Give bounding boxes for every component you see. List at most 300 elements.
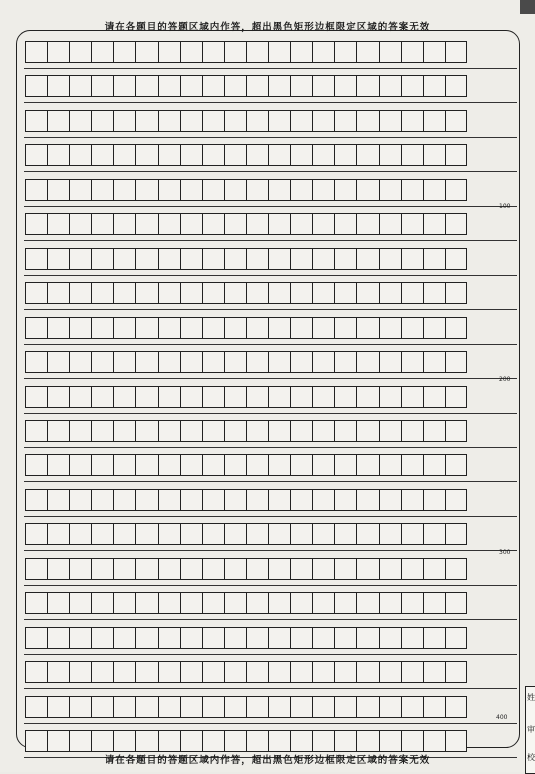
grid-cell[interactable] <box>135 75 157 97</box>
grid-cell[interactable] <box>135 41 157 63</box>
grid-cell[interactable] <box>47 730 69 752</box>
grid-cell[interactable] <box>158 592 180 614</box>
grid-cell[interactable] <box>334 110 356 132</box>
grid-cell[interactable] <box>224 489 246 511</box>
grid-cell[interactable] <box>268 592 290 614</box>
grid-cell[interactable] <box>135 661 157 683</box>
grid-cell[interactable] <box>91 144 113 166</box>
grid-cell[interactable] <box>423 41 445 63</box>
grid-cell[interactable] <box>224 41 246 63</box>
grid-cell[interactable] <box>135 592 157 614</box>
grid-cell[interactable] <box>135 213 157 235</box>
grid-cell[interactable] <box>246 523 268 545</box>
grid-cell[interactable] <box>25 282 47 304</box>
grid-cell[interactable] <box>158 75 180 97</box>
grid-cell[interactable] <box>158 213 180 235</box>
grid-cell[interactable] <box>180 179 202 201</box>
grid-cell[interactable] <box>246 179 268 201</box>
grid-cell[interactable] <box>25 661 47 683</box>
grid-cell[interactable] <box>47 282 69 304</box>
grid-cell[interactable] <box>268 558 290 580</box>
grid-cell[interactable] <box>379 317 401 339</box>
grid-cell[interactable] <box>334 627 356 649</box>
grid-cell[interactable] <box>202 558 224 580</box>
grid-cell[interactable] <box>47 592 69 614</box>
grid-cell[interactable] <box>113 730 135 752</box>
grid-cell[interactable] <box>268 248 290 270</box>
grid-cell[interactable] <box>356 386 378 408</box>
grid-cell[interactable] <box>91 110 113 132</box>
grid-cell[interactable] <box>69 523 91 545</box>
grid-cell[interactable] <box>379 248 401 270</box>
grid-cell[interactable] <box>224 386 246 408</box>
grid-cell[interactable] <box>334 454 356 476</box>
grid-cell[interactable] <box>290 110 312 132</box>
grid-cell[interactable] <box>135 179 157 201</box>
grid-cell[interactable] <box>47 420 69 442</box>
grid-cell[interactable] <box>47 110 69 132</box>
grid-cell[interactable] <box>334 592 356 614</box>
grid-cell[interactable] <box>312 351 334 373</box>
grid-cell[interactable] <box>47 317 69 339</box>
grid-cell[interactable] <box>224 523 246 545</box>
grid-cell[interactable] <box>312 523 334 545</box>
grid-cell[interactable] <box>379 454 401 476</box>
grid-cell[interactable] <box>224 213 246 235</box>
grid-cell[interactable] <box>268 661 290 683</box>
grid-cell[interactable] <box>158 317 180 339</box>
grid-cell[interactable] <box>423 144 445 166</box>
grid-cell[interactable] <box>445 558 467 580</box>
grid-cell[interactable] <box>401 454 423 476</box>
grid-cell[interactable] <box>47 41 69 63</box>
grid-cell[interactable] <box>445 41 467 63</box>
grid-cell[interactable] <box>445 730 467 752</box>
grid-cell[interactable] <box>202 179 224 201</box>
grid-cell[interactable] <box>25 523 47 545</box>
grid-cell[interactable] <box>135 454 157 476</box>
grid-cell[interactable] <box>113 523 135 545</box>
grid-cell[interactable] <box>356 730 378 752</box>
grid-cell[interactable] <box>246 592 268 614</box>
grid-cell[interactable] <box>180 351 202 373</box>
grid-cell[interactable] <box>268 696 290 718</box>
grid-cell[interactable] <box>113 282 135 304</box>
grid-cell[interactable] <box>158 696 180 718</box>
grid-cell[interactable] <box>158 730 180 752</box>
grid-cell[interactable] <box>445 317 467 339</box>
grid-cell[interactable] <box>401 75 423 97</box>
grid-cell[interactable] <box>180 661 202 683</box>
grid-cell[interactable] <box>69 558 91 580</box>
grid-cell[interactable] <box>202 248 224 270</box>
grid-cell[interactable] <box>180 730 202 752</box>
grid-cell[interactable] <box>47 248 69 270</box>
grid-cell[interactable] <box>401 558 423 580</box>
grid-cell[interactable] <box>158 558 180 580</box>
grid-cell[interactable] <box>135 351 157 373</box>
grid-cell[interactable] <box>25 558 47 580</box>
grid-cell[interactable] <box>135 558 157 580</box>
grid-cell[interactable] <box>445 248 467 270</box>
grid-cell[interactable] <box>290 454 312 476</box>
grid-cell[interactable] <box>246 144 268 166</box>
grid-cell[interactable] <box>47 627 69 649</box>
grid-cell[interactable] <box>423 592 445 614</box>
grid-cell[interactable] <box>246 627 268 649</box>
grid-cell[interactable] <box>91 248 113 270</box>
grid-cell[interactable] <box>113 110 135 132</box>
grid-cell[interactable] <box>268 351 290 373</box>
grid-cell[interactable] <box>47 179 69 201</box>
grid-cell[interactable] <box>445 110 467 132</box>
grid-cell[interactable] <box>290 144 312 166</box>
grid-cell[interactable] <box>25 110 47 132</box>
grid-cell[interactable] <box>224 75 246 97</box>
grid-cell[interactable] <box>224 627 246 649</box>
grid-cell[interactable] <box>25 489 47 511</box>
grid-cell[interactable] <box>69 179 91 201</box>
grid-cell[interactable] <box>224 179 246 201</box>
grid-cell[interactable] <box>25 627 47 649</box>
grid-cell[interactable] <box>401 386 423 408</box>
grid-cell[interactable] <box>401 730 423 752</box>
grid-cell[interactable] <box>379 627 401 649</box>
grid-cell[interactable] <box>158 144 180 166</box>
grid-cell[interactable] <box>246 420 268 442</box>
grid-cell[interactable] <box>113 627 135 649</box>
grid-cell[interactable] <box>202 592 224 614</box>
grid-cell[interactable] <box>113 213 135 235</box>
grid-cell[interactable] <box>401 420 423 442</box>
grid-cell[interactable] <box>69 110 91 132</box>
grid-cell[interactable] <box>246 489 268 511</box>
grid-cell[interactable] <box>268 213 290 235</box>
grid-cell[interactable] <box>312 454 334 476</box>
grid-cell[interactable] <box>135 489 157 511</box>
grid-cell[interactable] <box>202 420 224 442</box>
grid-cell[interactable] <box>135 730 157 752</box>
grid-cell[interactable] <box>180 558 202 580</box>
grid-cell[interactable] <box>268 282 290 304</box>
grid-cell[interactable] <box>91 696 113 718</box>
grid-cell[interactable] <box>334 41 356 63</box>
grid-cell[interactable] <box>91 420 113 442</box>
grid-cell[interactable] <box>69 592 91 614</box>
grid-cell[interactable] <box>312 213 334 235</box>
grid-cell[interactable] <box>91 75 113 97</box>
grid-cell[interactable] <box>25 386 47 408</box>
grid-cell[interactable] <box>158 351 180 373</box>
grid-cell[interactable] <box>202 282 224 304</box>
grid-cell[interactable] <box>401 661 423 683</box>
grid-cell[interactable] <box>91 386 113 408</box>
grid-cell[interactable] <box>290 75 312 97</box>
grid-cell[interactable] <box>224 454 246 476</box>
grid-cell[interactable] <box>401 144 423 166</box>
grid-cell[interactable] <box>423 282 445 304</box>
grid-cell[interactable] <box>312 489 334 511</box>
grid-cell[interactable] <box>224 317 246 339</box>
grid-cell[interactable] <box>158 248 180 270</box>
grid-cell[interactable] <box>379 75 401 97</box>
grid-cell[interactable] <box>69 144 91 166</box>
grid-cell[interactable] <box>356 282 378 304</box>
grid-cell[interactable] <box>445 213 467 235</box>
grid-cell[interactable] <box>158 523 180 545</box>
grid-cell[interactable] <box>180 523 202 545</box>
grid-cell[interactable] <box>445 282 467 304</box>
grid-cell[interactable] <box>25 420 47 442</box>
grid-cell[interactable] <box>290 730 312 752</box>
grid-cell[interactable] <box>290 386 312 408</box>
grid-cell[interactable] <box>312 730 334 752</box>
grid-cell[interactable] <box>113 489 135 511</box>
grid-cell[interactable] <box>91 282 113 304</box>
grid-cell[interactable] <box>180 75 202 97</box>
grid-cell[interactable] <box>91 523 113 545</box>
grid-cell[interactable] <box>268 730 290 752</box>
grid-cell[interactable] <box>401 317 423 339</box>
grid-cell[interactable] <box>113 661 135 683</box>
grid-cell[interactable] <box>401 213 423 235</box>
grid-cell[interactable] <box>246 282 268 304</box>
grid-cell[interactable] <box>91 489 113 511</box>
grid-cell[interactable] <box>423 661 445 683</box>
grid-cell[interactable] <box>158 282 180 304</box>
grid-cell[interactable] <box>379 144 401 166</box>
grid-cell[interactable] <box>25 248 47 270</box>
grid-cell[interactable] <box>158 41 180 63</box>
grid-cell[interactable] <box>356 696 378 718</box>
grid-cell[interactable] <box>445 351 467 373</box>
grid-cell[interactable] <box>113 386 135 408</box>
grid-cell[interactable] <box>356 75 378 97</box>
grid-cell[interactable] <box>268 523 290 545</box>
grid-cell[interactable] <box>158 627 180 649</box>
grid-cell[interactable] <box>312 317 334 339</box>
grid-cell[interactable] <box>69 213 91 235</box>
grid-cell[interactable] <box>401 248 423 270</box>
grid-cell[interactable] <box>445 627 467 649</box>
grid-cell[interactable] <box>113 420 135 442</box>
grid-cell[interactable] <box>180 213 202 235</box>
grid-cell[interactable] <box>180 627 202 649</box>
grid-cell[interactable] <box>69 454 91 476</box>
grid-cell[interactable] <box>268 420 290 442</box>
grid-cell[interactable] <box>47 523 69 545</box>
grid-cell[interactable] <box>356 558 378 580</box>
grid-cell[interactable] <box>246 558 268 580</box>
grid-cell[interactable] <box>401 627 423 649</box>
grid-cell[interactable] <box>290 213 312 235</box>
grid-cell[interactable] <box>268 144 290 166</box>
grid-cell[interactable] <box>334 75 356 97</box>
grid-cell[interactable] <box>180 454 202 476</box>
grid-cell[interactable] <box>246 454 268 476</box>
grid-cell[interactable] <box>202 386 224 408</box>
grid-cell[interactable] <box>268 489 290 511</box>
grid-cell[interactable] <box>445 454 467 476</box>
grid-cell[interactable] <box>69 696 91 718</box>
grid-cell[interactable] <box>47 351 69 373</box>
grid-cell[interactable] <box>312 592 334 614</box>
grid-cell[interactable] <box>379 592 401 614</box>
grid-cell[interactable] <box>246 110 268 132</box>
grid-cell[interactable] <box>268 41 290 63</box>
grid-cell[interactable] <box>423 454 445 476</box>
grid-cell[interactable] <box>180 386 202 408</box>
grid-cell[interactable] <box>91 351 113 373</box>
grid-cell[interactable] <box>69 41 91 63</box>
grid-cell[interactable] <box>334 696 356 718</box>
grid-cell[interactable] <box>246 661 268 683</box>
grid-cell[interactable] <box>202 730 224 752</box>
grid-cell[interactable] <box>113 317 135 339</box>
grid-cell[interactable] <box>135 317 157 339</box>
grid-cell[interactable] <box>69 386 91 408</box>
grid-cell[interactable] <box>312 558 334 580</box>
grid-cell[interactable] <box>91 41 113 63</box>
grid-cell[interactable] <box>312 386 334 408</box>
grid-cell[interactable] <box>312 179 334 201</box>
grid-cell[interactable] <box>312 248 334 270</box>
grid-cell[interactable] <box>25 351 47 373</box>
grid-cell[interactable] <box>290 248 312 270</box>
grid-cell[interactable] <box>401 179 423 201</box>
grid-cell[interactable] <box>379 351 401 373</box>
grid-cell[interactable] <box>379 696 401 718</box>
grid-cell[interactable] <box>47 489 69 511</box>
grid-cell[interactable] <box>113 592 135 614</box>
grid-cell[interactable] <box>401 41 423 63</box>
grid-cell[interactable] <box>47 558 69 580</box>
grid-cell[interactable] <box>135 144 157 166</box>
grid-cell[interactable] <box>69 75 91 97</box>
grid-cell[interactable] <box>202 144 224 166</box>
grid-cell[interactable] <box>135 523 157 545</box>
grid-cell[interactable] <box>356 420 378 442</box>
grid-cell[interactable] <box>246 75 268 97</box>
grid-cell[interactable] <box>423 489 445 511</box>
grid-cell[interactable] <box>423 179 445 201</box>
grid-cell[interactable] <box>135 627 157 649</box>
grid-cell[interactable] <box>91 454 113 476</box>
grid-cell[interactable] <box>25 317 47 339</box>
grid-cell[interactable] <box>113 144 135 166</box>
grid-cell[interactable] <box>47 213 69 235</box>
grid-cell[interactable] <box>224 592 246 614</box>
grid-cell[interactable] <box>180 248 202 270</box>
grid-cell[interactable] <box>246 386 268 408</box>
grid-cell[interactable] <box>445 420 467 442</box>
grid-cell[interactable] <box>180 144 202 166</box>
grid-cell[interactable] <box>423 558 445 580</box>
grid-cell[interactable] <box>445 144 467 166</box>
grid-cell[interactable] <box>290 489 312 511</box>
grid-cell[interactable] <box>69 627 91 649</box>
grid-cell[interactable] <box>379 282 401 304</box>
grid-cell[interactable] <box>180 41 202 63</box>
grid-cell[interactable] <box>334 730 356 752</box>
grid-cell[interactable] <box>334 179 356 201</box>
grid-cell[interactable] <box>379 558 401 580</box>
grid-cell[interactable] <box>135 420 157 442</box>
grid-cell[interactable] <box>202 489 224 511</box>
grid-cell[interactable] <box>445 179 467 201</box>
grid-cell[interactable] <box>202 661 224 683</box>
grid-cell[interactable] <box>158 454 180 476</box>
grid-cell[interactable] <box>312 420 334 442</box>
grid-cell[interactable] <box>180 282 202 304</box>
grid-cell[interactable] <box>334 558 356 580</box>
grid-cell[interactable] <box>25 592 47 614</box>
grid-cell[interactable] <box>334 489 356 511</box>
grid-cell[interactable] <box>47 696 69 718</box>
grid-cell[interactable] <box>423 696 445 718</box>
grid-cell[interactable] <box>180 696 202 718</box>
grid-cell[interactable] <box>356 523 378 545</box>
grid-cell[interactable] <box>290 351 312 373</box>
grid-cell[interactable] <box>423 213 445 235</box>
grid-cell[interactable] <box>135 386 157 408</box>
grid-cell[interactable] <box>47 144 69 166</box>
grid-cell[interactable] <box>246 213 268 235</box>
grid-cell[interactable] <box>135 696 157 718</box>
grid-cell[interactable] <box>202 213 224 235</box>
grid-cell[interactable] <box>224 661 246 683</box>
grid-cell[interactable] <box>25 696 47 718</box>
grid-cell[interactable] <box>379 730 401 752</box>
grid-cell[interactable] <box>401 110 423 132</box>
grid-cell[interactable] <box>69 730 91 752</box>
grid-cell[interactable] <box>224 144 246 166</box>
grid-cell[interactable] <box>379 41 401 63</box>
grid-cell[interactable] <box>401 489 423 511</box>
grid-cell[interactable] <box>224 730 246 752</box>
grid-cell[interactable] <box>135 248 157 270</box>
grid-cell[interactable] <box>423 248 445 270</box>
grid-cell[interactable] <box>180 489 202 511</box>
grid-cell[interactable] <box>47 454 69 476</box>
grid-cell[interactable] <box>69 661 91 683</box>
grid-cell[interactable] <box>334 523 356 545</box>
grid-cell[interactable] <box>268 386 290 408</box>
grid-cell[interactable] <box>356 661 378 683</box>
grid-cell[interactable] <box>356 592 378 614</box>
grid-cell[interactable] <box>356 248 378 270</box>
grid-cell[interactable] <box>334 144 356 166</box>
grid-cell[interactable] <box>202 454 224 476</box>
grid-cell[interactable] <box>113 179 135 201</box>
grid-cell[interactable] <box>290 282 312 304</box>
grid-cell[interactable] <box>268 627 290 649</box>
grid-cell[interactable] <box>312 661 334 683</box>
grid-cell[interactable] <box>180 592 202 614</box>
grid-cell[interactable] <box>379 213 401 235</box>
grid-cell[interactable] <box>268 454 290 476</box>
grid-cell[interactable] <box>158 420 180 442</box>
grid-cell[interactable] <box>290 696 312 718</box>
grid-cell[interactable] <box>91 558 113 580</box>
grid-cell[interactable] <box>334 282 356 304</box>
grid-cell[interactable] <box>246 41 268 63</box>
grid-cell[interactable] <box>423 110 445 132</box>
grid-cell[interactable] <box>290 317 312 339</box>
grid-cell[interactable] <box>334 213 356 235</box>
grid-cell[interactable] <box>445 523 467 545</box>
grid-cell[interactable] <box>180 420 202 442</box>
